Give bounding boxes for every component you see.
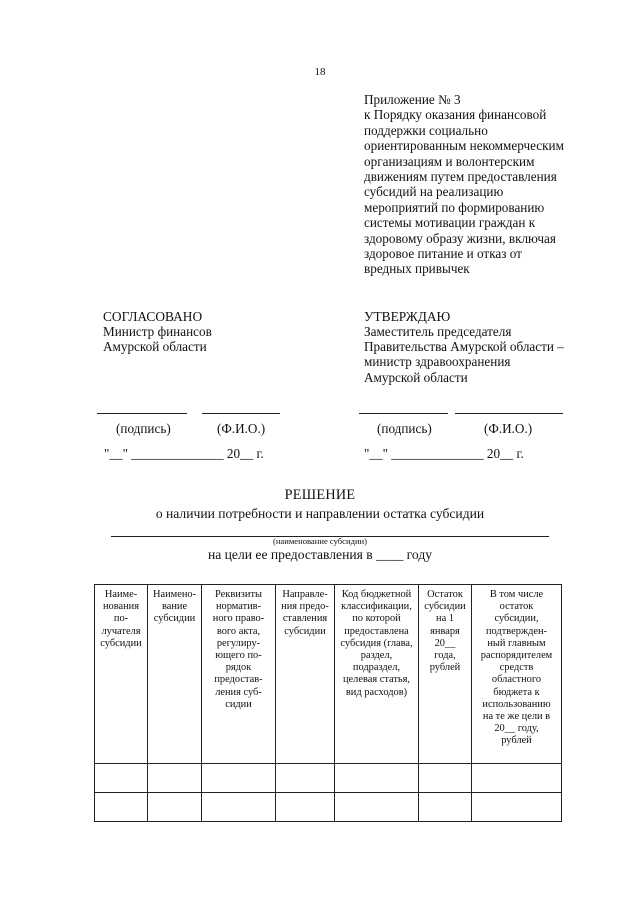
header-legal-act [202, 585, 276, 764]
header-line: распорядителем [480, 650, 553, 662]
approved-name-caption: (Ф.И.О.) [484, 421, 533, 436]
agreed-signature-caption: (подпись) [116, 421, 171, 436]
agreed-name-line [202, 413, 280, 414]
table-row [95, 764, 562, 793]
header-line: Наиме- [104, 589, 138, 600]
header-line: подтвержден- [485, 625, 548, 637]
agreed-heading: СОГЛАСОВАНО [103, 309, 203, 324]
approved-position-line: Правительства Амурской области – [364, 339, 564, 355]
header-line: 20__ [434, 637, 456, 649]
header-line: субсидии [424, 601, 466, 613]
appendix-line: организациям и волонтерским [364, 153, 535, 169]
header-line: норматив- [215, 601, 262, 613]
header-line: Код бюджетной [341, 589, 412, 600]
header-line: на 1 [436, 613, 454, 625]
approved-signature-line [359, 413, 448, 414]
appendix-line: движениям путем предоставления [364, 169, 557, 185]
appendix-line: системы мотивации граждан к [364, 215, 536, 231]
header-line: Реквизиты [215, 589, 262, 600]
header-line: раздел, [360, 650, 393, 662]
header-line: Наимено- [152, 589, 197, 600]
header-line: целевая статья, [342, 674, 410, 686]
header-line: года, [434, 650, 456, 662]
agreed-position-line: Амурской области [103, 339, 207, 355]
header-line: рядок [225, 662, 252, 674]
header-line: регулиру- [216, 637, 261, 649]
appendix-line: к Порядку оказания финансовой [364, 107, 547, 123]
appendix-line: здоровому образу жизни, включая [364, 230, 556, 246]
table-header-row [95, 585, 562, 764]
approved-date-line: "__" ______________ 20__ г. [364, 446, 524, 461]
table-cell[interactable] [335, 764, 419, 793]
appendix-line: мероприятий по формированию [364, 199, 545, 215]
header-line: остаток [499, 601, 534, 613]
table-cell[interactable] [95, 793, 148, 822]
header-line: средств [499, 662, 534, 674]
table-cell[interactable] [202, 793, 276, 822]
header-line: сидии [225, 698, 252, 710]
approved-name-line [455, 413, 563, 414]
header-line: по- [113, 613, 129, 625]
approved-position-line: Заместитель председателя [364, 324, 512, 339]
approved-position-line: Амурской области [364, 369, 468, 385]
decision-subtitle: о наличии потребности и направлении остатка субсидии [155, 506, 485, 521]
decision-title: РЕШЕНИЕ [284, 487, 356, 503]
header-line: лучателя [101, 625, 141, 637]
header-line: Направле- [282, 589, 328, 600]
header-line: нования [102, 601, 140, 613]
table-cell[interactable] [202, 764, 276, 793]
agreed-name-caption: (Ф.И.О.) [217, 421, 266, 436]
header-line: ного право- [212, 613, 265, 625]
header-line: использованию [482, 698, 551, 710]
header-line: ления суб- [215, 686, 262, 698]
header-line: рублей [429, 662, 461, 674]
table-cell[interactable] [419, 764, 472, 793]
page-number: 18 [314, 66, 326, 78]
header-line: ющего по- [215, 650, 262, 662]
subsidy-name-caption: (наименование субсидии) [272, 536, 368, 546]
approved-heading: УТВЕРЖДАЮ [364, 309, 451, 324]
agreed-position-line: Министр финансов [103, 324, 212, 339]
header-line: В том числе [489, 589, 544, 600]
appendix-line: ориентированным некоммерческим [364, 138, 564, 154]
table-cell[interactable] [472, 764, 562, 793]
agreed-date-line: "__" ______________ 20__ г. [104, 446, 264, 461]
appendix-line: здоровое питание и отказ от [364, 246, 522, 262]
header-line: субсидии [100, 637, 142, 649]
header-subsidy-name [148, 585, 202, 764]
appendix-line: Приложение № 3 [364, 92, 461, 107]
header-line: Остаток [427, 589, 463, 600]
header-balance [419, 585, 472, 764]
table-cell[interactable] [472, 793, 562, 822]
appendix-line: субсидий на реализацию [364, 184, 504, 200]
header-line: классификации, [341, 601, 412, 613]
table-cell[interactable] [335, 793, 419, 822]
header-line: вание [161, 601, 188, 613]
header-line: субсидии [153, 613, 196, 625]
agreed-signature-line [97, 413, 187, 414]
appendix-line: поддержки социально [364, 122, 488, 138]
header-line: субсидия (глава, [340, 637, 413, 649]
table-cell[interactable] [148, 764, 202, 793]
table-cell[interactable] [276, 793, 335, 822]
header-line: подраздел, [352, 662, 401, 674]
header-line: субсидии [284, 625, 326, 637]
header-line: ставления [282, 613, 328, 625]
table-cell[interactable] [276, 764, 335, 793]
header-line: бюджета к [493, 686, 540, 698]
header-directions [276, 585, 335, 764]
appendix-line: вредных привычек [364, 261, 470, 277]
approved-position-line: министр здравоохранения [364, 354, 511, 370]
table-cell[interactable] [419, 793, 472, 822]
header-line: вого акта, [216, 625, 261, 637]
header-recipient-name [95, 585, 148, 764]
approved-signature-caption: (подпись) [377, 421, 432, 436]
header-line: по которой [352, 613, 401, 625]
header-line: ния предо- [281, 601, 329, 613]
subsidy-table [94, 584, 562, 822]
table-row [95, 793, 562, 822]
header-budget-code [335, 585, 419, 764]
approved-position [364, 324, 564, 385]
header-line: рублей [501, 735, 532, 747]
header-line: субсидии, [494, 613, 539, 625]
decision-purpose: на цели ее предоставления в ____ году [207, 547, 433, 562]
header-confirmed-balance [472, 585, 562, 764]
header-line: января [430, 625, 460, 637]
header-line: областного [491, 674, 542, 686]
header-line: ный главным [487, 637, 546, 649]
table-cell[interactable] [148, 793, 202, 822]
header-line: предостав- [214, 674, 263, 686]
header-line: на те же цели в [482, 711, 551, 723]
table-cell[interactable] [95, 764, 148, 793]
header-line: предоставлена [344, 625, 409, 637]
header-line: 20__ году, [494, 723, 539, 735]
agreed-position [103, 324, 212, 354]
header-line: вид расходов) [345, 686, 408, 698]
appendix-heading [364, 92, 614, 277]
